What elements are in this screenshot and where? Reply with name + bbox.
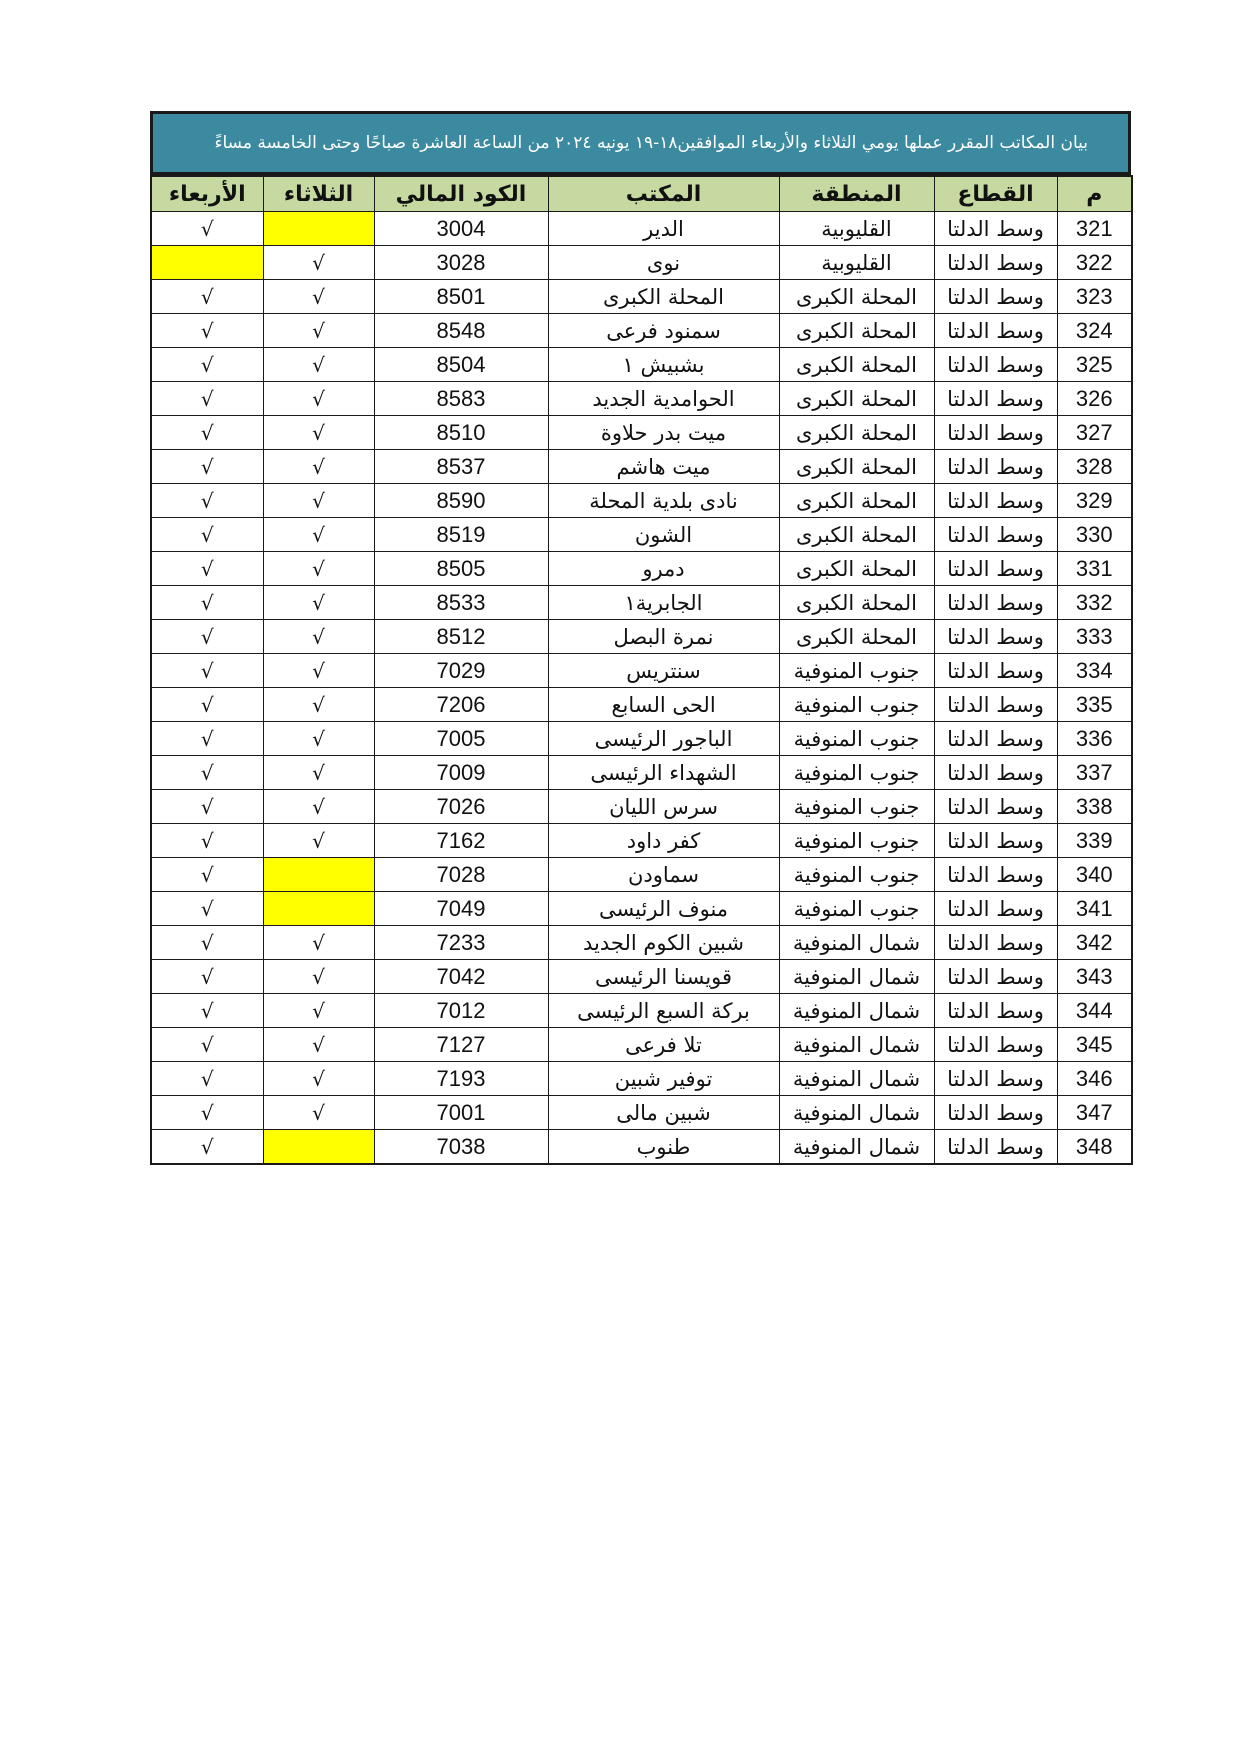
- tuesday-cell: √: [263, 620, 374, 654]
- wednesday-cell: √: [151, 518, 263, 552]
- sector-cell: وسط الدلتا: [934, 654, 1057, 688]
- sector-cell: وسط الدلتا: [934, 484, 1057, 518]
- row-number: 344: [1057, 994, 1132, 1028]
- code-cell: 7029: [374, 654, 548, 688]
- table-row: [151, 246, 1132, 280]
- wednesday-cell: √: [151, 1028, 263, 1062]
- region-cell: المحلة الكبرى: [779, 348, 934, 382]
- table-row: [151, 756, 1132, 790]
- office-cell: سمنود فرعى: [548, 314, 779, 348]
- tuesday-cell: [263, 1130, 374, 1165]
- office-cell: الدير: [548, 212, 779, 246]
- region-cell: شمال المنوفية: [779, 994, 934, 1028]
- row-number: 332: [1057, 586, 1132, 620]
- row-number: 342: [1057, 926, 1132, 960]
- office-cell: سنتريس: [548, 654, 779, 688]
- sector-cell: وسط الدلتا: [934, 552, 1057, 586]
- row-number: 337: [1057, 756, 1132, 790]
- region-cell: جنوب المنوفية: [779, 824, 934, 858]
- row-number: 330: [1057, 518, 1132, 552]
- wednesday-cell: √: [151, 416, 263, 450]
- code-cell: 8501: [374, 280, 548, 314]
- row-number: 335: [1057, 688, 1132, 722]
- table-row: [151, 552, 1132, 586]
- code-cell: 7193: [374, 1062, 548, 1096]
- tuesday-cell: √: [263, 790, 374, 824]
- tuesday-cell: √: [263, 1028, 374, 1062]
- header-tuesday: الثلاثاء: [263, 176, 374, 212]
- wednesday-cell: √: [151, 1130, 263, 1165]
- table-row: [151, 1062, 1132, 1096]
- region-cell: المحلة الكبرى: [779, 450, 934, 484]
- sector-cell: وسط الدلتا: [934, 382, 1057, 416]
- table-row: [151, 416, 1132, 450]
- code-cell: 7005: [374, 722, 548, 756]
- code-cell: 7233: [374, 926, 548, 960]
- office-cell: بشبيش ١: [548, 348, 779, 382]
- office-cell: الحوامدية الجديد: [548, 382, 779, 416]
- tuesday-cell: √: [263, 994, 374, 1028]
- table-row: [151, 688, 1132, 722]
- region-cell: جنوب المنوفية: [779, 892, 934, 926]
- wednesday-cell: √: [151, 1096, 263, 1130]
- row-number: 343: [1057, 960, 1132, 994]
- sector-cell: وسط الدلتا: [934, 790, 1057, 824]
- region-cell: المحلة الكبرى: [779, 620, 934, 654]
- sector-cell: وسط الدلتا: [934, 960, 1057, 994]
- wednesday-cell: √: [151, 552, 263, 586]
- code-cell: 7206: [374, 688, 548, 722]
- row-number: 329: [1057, 484, 1132, 518]
- row-number: 324: [1057, 314, 1132, 348]
- tuesday-cell: √: [263, 382, 374, 416]
- wednesday-cell: √: [151, 212, 263, 246]
- office-cell: سرس الليان: [548, 790, 779, 824]
- region-cell: شمال المنوفية: [779, 926, 934, 960]
- tuesday-cell: √: [263, 552, 374, 586]
- tuesday-cell: √: [263, 484, 374, 518]
- office-cell: بركة السبع الرئيسى: [548, 994, 779, 1028]
- sector-cell: وسط الدلتا: [934, 348, 1057, 382]
- wednesday-cell: [151, 246, 263, 280]
- tuesday-cell: [263, 858, 374, 892]
- document-title: بيان المكاتب المقرر عملها يومي الثلاثاء والأربعاء الموافقين١٨-١٩ يونيه ٢٠٢٤ من الساعة العاشرة صباحًا وحتى الخامسة مساءً: [150, 111, 1131, 175]
- sector-cell: وسط الدلتا: [934, 246, 1057, 280]
- region-cell: جنوب المنوفية: [779, 858, 934, 892]
- office-cell: الباجور الرئيسى: [548, 722, 779, 756]
- row-number: 326: [1057, 382, 1132, 416]
- sector-cell: وسط الدلتا: [934, 1062, 1057, 1096]
- tuesday-cell: √: [263, 280, 374, 314]
- row-number: 328: [1057, 450, 1132, 484]
- tuesday-cell: √: [263, 314, 374, 348]
- region-cell: المحلة الكبرى: [779, 314, 934, 348]
- office-cell: قويسنا الرئيسى: [548, 960, 779, 994]
- wednesday-cell: √: [151, 620, 263, 654]
- table-row: [151, 348, 1132, 382]
- table-row: [151, 892, 1132, 926]
- header-code: الكود المالي: [374, 176, 548, 212]
- region-cell: شمال المنوفية: [779, 1096, 934, 1130]
- sector-cell: وسط الدلتا: [934, 416, 1057, 450]
- tuesday-cell: √: [263, 722, 374, 756]
- row-number: 333: [1057, 620, 1132, 654]
- tuesday-cell: √: [263, 1062, 374, 1096]
- code-cell: 7001: [374, 1096, 548, 1130]
- wednesday-cell: √: [151, 1062, 263, 1096]
- table-row: [151, 382, 1132, 416]
- tuesday-cell: √: [263, 824, 374, 858]
- wednesday-cell: √: [151, 586, 263, 620]
- region-cell: المحلة الكبرى: [779, 416, 934, 450]
- sector-cell: وسط الدلتا: [934, 858, 1057, 892]
- table-row: [151, 926, 1132, 960]
- table-row: [151, 1028, 1132, 1062]
- code-cell: 3028: [374, 246, 548, 280]
- sector-cell: وسط الدلتا: [934, 926, 1057, 960]
- office-cell: توفير شبين: [548, 1062, 779, 1096]
- wednesday-cell: √: [151, 926, 263, 960]
- code-cell: 8533: [374, 586, 548, 620]
- sector-cell: وسط الدلتا: [934, 722, 1057, 756]
- office-cell: الشهداء الرئيسى: [548, 756, 779, 790]
- wednesday-cell: √: [151, 688, 263, 722]
- sector-cell: وسط الدلتا: [934, 518, 1057, 552]
- region-cell: المحلة الكبرى: [779, 518, 934, 552]
- region-cell: جنوب المنوفية: [779, 722, 934, 756]
- wednesday-cell: √: [151, 892, 263, 926]
- table-row: [151, 960, 1132, 994]
- sector-cell: وسط الدلتا: [934, 450, 1057, 484]
- row-number: 331: [1057, 552, 1132, 586]
- office-cell: منوف الرئيسى: [548, 892, 779, 926]
- region-cell: شمال المنوفية: [779, 1062, 934, 1096]
- header-sector: القطاع: [934, 176, 1057, 212]
- office-cell: ميت بدر حلاوة: [548, 416, 779, 450]
- row-number: 334: [1057, 654, 1132, 688]
- table-row: [151, 1096, 1132, 1130]
- office-cell: شبين مالى: [548, 1096, 779, 1130]
- office-cell: طنوب: [548, 1130, 779, 1165]
- wednesday-cell: √: [151, 484, 263, 518]
- table-row: [151, 212, 1132, 246]
- row-number: 346: [1057, 1062, 1132, 1096]
- office-cell: شبين الكوم الجديد: [548, 926, 779, 960]
- row-number: 327: [1057, 416, 1132, 450]
- region-cell: المحلة الكبرى: [779, 552, 934, 586]
- row-number: 323: [1057, 280, 1132, 314]
- wednesday-cell: √: [151, 280, 263, 314]
- office-cell: دمرو: [548, 552, 779, 586]
- table-row: [151, 994, 1132, 1028]
- code-cell: 7162: [374, 824, 548, 858]
- tuesday-cell: [263, 892, 374, 926]
- sector-cell: وسط الدلتا: [934, 586, 1057, 620]
- office-cell: الجابرية١: [548, 586, 779, 620]
- region-cell: شمال المنوفية: [779, 1130, 934, 1165]
- region-cell: جنوب المنوفية: [779, 688, 934, 722]
- region-cell: شمال المنوفية: [779, 1028, 934, 1062]
- row-number: 341: [1057, 892, 1132, 926]
- wednesday-cell: √: [151, 348, 263, 382]
- table-row: [151, 790, 1132, 824]
- table-row: [151, 280, 1132, 314]
- tuesday-cell: √: [263, 416, 374, 450]
- row-number: 347: [1057, 1096, 1132, 1130]
- row-number: 325: [1057, 348, 1132, 382]
- sector-cell: وسط الدلتا: [934, 280, 1057, 314]
- wednesday-cell: √: [151, 450, 263, 484]
- table-row: [151, 314, 1132, 348]
- code-cell: 7042: [374, 960, 548, 994]
- sector-cell: وسط الدلتا: [934, 212, 1057, 246]
- tuesday-cell: √: [263, 450, 374, 484]
- tuesday-cell: √: [263, 586, 374, 620]
- region-cell: جنوب المنوفية: [779, 654, 934, 688]
- code-cell: 8510: [374, 416, 548, 450]
- table-row: [151, 722, 1132, 756]
- sector-cell: وسط الدلتا: [934, 892, 1057, 926]
- region-cell: جنوب المنوفية: [779, 756, 934, 790]
- tuesday-cell: √: [263, 518, 374, 552]
- header-m: م: [1057, 176, 1132, 212]
- header-office: المكتب: [548, 176, 779, 212]
- code-cell: 8548: [374, 314, 548, 348]
- header-region: المنطقة: [779, 176, 934, 212]
- code-cell: 7038: [374, 1130, 548, 1165]
- tuesday-cell: √: [263, 246, 374, 280]
- table-header-row: [151, 176, 1132, 212]
- table-row: [151, 518, 1132, 552]
- region-cell: المحلة الكبرى: [779, 484, 934, 518]
- row-number: 345: [1057, 1028, 1132, 1062]
- tuesday-cell: √: [263, 348, 374, 382]
- wednesday-cell: √: [151, 960, 263, 994]
- code-cell: 7012: [374, 994, 548, 1028]
- tuesday-cell: √: [263, 654, 374, 688]
- region-cell: المحلة الكبرى: [779, 280, 934, 314]
- table-row: [151, 620, 1132, 654]
- office-cell: نادى بلدية المحلة: [548, 484, 779, 518]
- header-wednesday: الأربعاء: [151, 176, 263, 212]
- code-cell: 8590: [374, 484, 548, 518]
- table-row: [151, 824, 1132, 858]
- sector-cell: وسط الدلتا: [934, 688, 1057, 722]
- code-cell: 8583: [374, 382, 548, 416]
- office-cell: كفر داود: [548, 824, 779, 858]
- tuesday-cell: [263, 212, 374, 246]
- region-cell: شمال المنوفية: [779, 960, 934, 994]
- office-cell: الحى السابع: [548, 688, 779, 722]
- office-cell: نوى: [548, 246, 779, 280]
- code-cell: 8519: [374, 518, 548, 552]
- tuesday-cell: √: [263, 688, 374, 722]
- region-cell: جنوب المنوفية: [779, 790, 934, 824]
- table-row: [151, 858, 1132, 892]
- row-number: 336: [1057, 722, 1132, 756]
- wednesday-cell: √: [151, 858, 263, 892]
- row-number: 339: [1057, 824, 1132, 858]
- office-cell: ميت هاشم: [548, 450, 779, 484]
- sector-cell: وسط الدلتا: [934, 314, 1057, 348]
- office-cell: الشون: [548, 518, 779, 552]
- table-row: [151, 484, 1132, 518]
- sector-cell: وسط الدلتا: [934, 1130, 1057, 1165]
- row-number: 321: [1057, 212, 1132, 246]
- office-cell: نمرة البصل: [548, 620, 779, 654]
- table-body: [151, 212, 1132, 1165]
- code-cell: 7049: [374, 892, 548, 926]
- wednesday-cell: √: [151, 790, 263, 824]
- code-cell: 8505: [374, 552, 548, 586]
- row-number: 340: [1057, 858, 1132, 892]
- sector-cell: وسط الدلتا: [934, 824, 1057, 858]
- sector-cell: وسط الدلتا: [934, 1028, 1057, 1062]
- wednesday-cell: √: [151, 994, 263, 1028]
- region-cell: المحلة الكبرى: [779, 586, 934, 620]
- code-cell: 3004: [374, 212, 548, 246]
- region-cell: القليوبية: [779, 246, 934, 280]
- table-row: [151, 586, 1132, 620]
- row-number: 322: [1057, 246, 1132, 280]
- wednesday-cell: √: [151, 722, 263, 756]
- code-cell: 7009: [374, 756, 548, 790]
- row-number: 338: [1057, 790, 1132, 824]
- code-cell: 7127: [374, 1028, 548, 1062]
- sector-cell: وسط الدلتا: [934, 1096, 1057, 1130]
- wednesday-cell: √: [151, 382, 263, 416]
- tuesday-cell: √: [263, 1096, 374, 1130]
- wednesday-cell: √: [151, 824, 263, 858]
- office-cell: تلا فرعى: [548, 1028, 779, 1062]
- sector-cell: وسط الدلتا: [934, 756, 1057, 790]
- tuesday-cell: √: [263, 960, 374, 994]
- office-cell: سماودن: [548, 858, 779, 892]
- code-cell: 7026: [374, 790, 548, 824]
- region-cell: المحلة الكبرى: [779, 382, 934, 416]
- code-cell: 8504: [374, 348, 548, 382]
- row-number: 348: [1057, 1130, 1132, 1165]
- wednesday-cell: √: [151, 314, 263, 348]
- code-cell: 7028: [374, 858, 548, 892]
- table-row: [151, 654, 1132, 688]
- offices-table: [150, 175, 1133, 1165]
- wednesday-cell: √: [151, 654, 263, 688]
- code-cell: 8512: [374, 620, 548, 654]
- tuesday-cell: √: [263, 756, 374, 790]
- code-cell: 8537: [374, 450, 548, 484]
- sector-cell: وسط الدلتا: [934, 994, 1057, 1028]
- schedule-sheet: [150, 111, 1131, 1165]
- table-row: [151, 450, 1132, 484]
- tuesday-cell: √: [263, 926, 374, 960]
- sector-cell: وسط الدلتا: [934, 620, 1057, 654]
- office-cell: المحلة الكبرى: [548, 280, 779, 314]
- table-row: [151, 1130, 1132, 1165]
- wednesday-cell: √: [151, 756, 263, 790]
- region-cell: القليوبية: [779, 212, 934, 246]
